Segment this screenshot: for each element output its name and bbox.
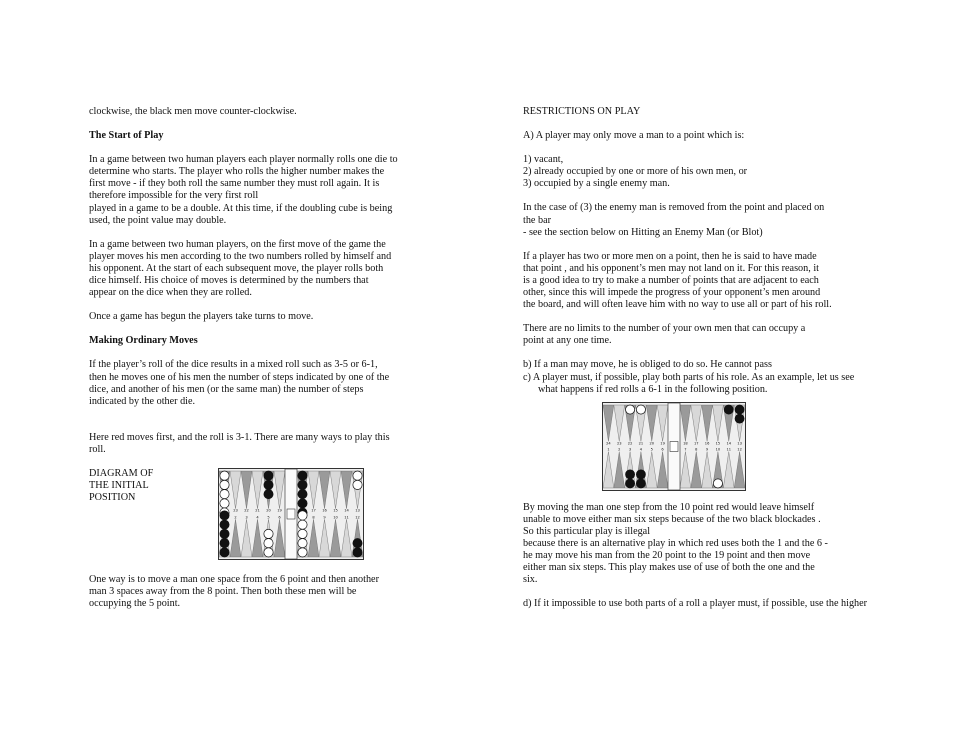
heading-restrictions: RESTRICTIONS ON PLAY (523, 106, 641, 117)
point-number-top: 17 (693, 440, 699, 445)
point-number-top: 23 (616, 440, 622, 445)
paragraph-start-rolls: In a game between two human players each player normally rolls one die to determine who starts. The player who rolls the higher number makes the first move - if they both roll the same number they must roll again. It is therefore impossible for the very first roll played in a game to be a double. At this time, if the doubling cube is being used, the point value may double. (89, 154, 398, 226)
black-checker (298, 471, 307, 480)
point-number-bottom: 5 (650, 447, 653, 452)
point-number-top: 22 (627, 440, 633, 445)
heading-ordinary-moves: Making Ordinary Moves (89, 335, 198, 347)
black-checker (626, 469, 635, 478)
point-number-top: 17 (311, 508, 316, 513)
white-checker (298, 548, 307, 557)
point-number-top: 23 (233, 508, 238, 513)
black-checker (353, 548, 362, 557)
white-checker (264, 548, 273, 557)
point-number-bottom: 10 (333, 515, 338, 520)
white-checker (353, 480, 362, 489)
point-number-bottom: 7 (684, 447, 687, 452)
point-number-bottom: 11 (726, 447, 732, 452)
left-column (89, 106, 434, 622)
example-position-figure (523, 402, 868, 494)
point-number-bottom: 9 (705, 447, 709, 452)
paragraph-rule-a: A) A player may only move a man to a point which is: (523, 130, 745, 142)
paragraph-enemy-removed: In the case of (3) the enemy man is removed from the point and placed on the bar - see the section below on Hitting an Enemy Man (or Blot) (523, 202, 825, 238)
black-checker (735, 414, 744, 423)
rule-c: c) A player must, if possible, play both parts of his role. As an example, let us see what happens if red rolls a 6-1 in the following position. (523, 371, 855, 395)
white-checker (220, 489, 229, 498)
point-number-top: 19 (277, 508, 282, 513)
white-checker (264, 529, 273, 538)
point-number-top: 18 (683, 440, 688, 445)
white-checker (298, 520, 307, 529)
point-number-bottom: 3 (628, 447, 632, 452)
board-svg (603, 403, 745, 490)
white-checker (298, 538, 307, 547)
backgammon-board-initial (218, 468, 364, 560)
black-checker (626, 479, 635, 488)
point-number-bottom: 12 (355, 515, 360, 520)
point-number-bottom: 10 (715, 447, 721, 452)
paragraph-illegal-play: By moving the man one step from the 10 point red would leave himself unable to move either man six steps because of the two black blockades . So this particular play is illegal because there is an alternative play in which red uses both the 1 and the 6 - he may move his man from the 20 point to the 19 point and then move either man six steps. This play makes use of use of both the one and the six. (523, 501, 828, 586)
white-checker (626, 405, 635, 414)
paragraph-intro: clockwise, the black men move counter-clockwise. (89, 106, 297, 117)
black-checker (353, 538, 362, 547)
paragraph-take-turns: Once a game has begun the players take turns to move. (89, 311, 314, 323)
point-number-top: 19 (660, 440, 665, 445)
black-checker (298, 480, 307, 489)
point-number-top: 15 (333, 508, 338, 513)
point-number-bottom: 3 (245, 515, 248, 520)
point-number-bottom: 5 (267, 515, 270, 520)
black-checker (264, 489, 273, 498)
diagram-caption: DIAGRAM OF THE INITIAL POSITION (89, 467, 154, 504)
board-svg (219, 469, 363, 559)
black-checker (220, 529, 229, 538)
point-number-bottom: 8 (695, 447, 698, 452)
white-checker (220, 499, 229, 508)
white-checker (353, 471, 362, 480)
point-number-bottom: 2 (234, 515, 237, 520)
point-number-top: 14 (726, 440, 732, 445)
white-checker (264, 538, 273, 547)
point-number-top: 20 (266, 508, 271, 513)
point-number-top: 15 (715, 440, 721, 445)
point-number-top: 13 (737, 440, 742, 445)
point-number-bottom: 4 (256, 515, 259, 520)
point-number-bottom: 12 (737, 447, 742, 452)
paragraph-red-moves-first: Here red moves first, and the roll is 3-1. There are many ways to play this roll. (89, 431, 390, 455)
black-checker (636, 469, 645, 478)
white-checker (713, 479, 722, 488)
point-number-top: 14 (344, 508, 349, 513)
point-number-bottom: 6 (278, 515, 281, 520)
white-checker (636, 405, 645, 414)
doubling-cube-icon (670, 441, 678, 451)
paragraph-no-limits: There are no limits to the number of your own men that can occupy a point at any one time. (523, 323, 806, 347)
doubling-cube-icon (287, 509, 295, 519)
point-number-top: 21 (255, 508, 260, 513)
point-number-top: 16 (322, 508, 327, 513)
black-checker (735, 405, 744, 414)
point-number-bottom: 2 (618, 447, 621, 452)
point-number-top: 21 (638, 440, 644, 445)
point-number-top: 22 (244, 508, 249, 513)
paragraph-made-point: If a player has two or more men on a point, then he is said to have made that point , and his opponent’s men may not land on it. For this reason, it is a good idea to try to make a number of points that are adjacent to each other, since this will impede the progress of your opponent’s men around the board, and will often leave him with no way to use all or part of his roll. (523, 250, 832, 311)
rule-d: d) If it impossible to use both parts of a roll a player must, if possible, use the higher (523, 598, 868, 610)
black-checker (298, 499, 307, 508)
black-checker (220, 548, 229, 557)
black-checker (724, 405, 733, 414)
black-checker (264, 480, 273, 489)
black-checker (220, 538, 229, 547)
white-checker (298, 511, 307, 520)
initial-position-figure (89, 468, 434, 564)
white-checker (298, 529, 307, 538)
point-number-bottom: 8 (312, 515, 315, 520)
point-number-top: 16 (704, 440, 710, 445)
point-number-bottom: 1 (607, 447, 610, 452)
point-number-bottom: 6 (661, 447, 664, 452)
point-number-bottom: 9 (323, 515, 326, 520)
backgammon-board-example (602, 402, 746, 491)
black-checker (220, 520, 229, 529)
black-checker (636, 479, 645, 488)
point-number-bottom: 4 (639, 447, 643, 452)
point-number-bottom: 11 (344, 515, 349, 520)
paragraph-first-move: In a game between two human players, on the first move of the game the player moves his men according to the two numbers rolled by himself and his opponent. At the start of each subsequent move, the player rolls both dice himself. His choice of moves is determined by the numbers that appear on the dice when they are rolled. (89, 238, 392, 299)
paragraph-one-way: One way is to move a man one space from the 6 point and then another man 3 spaces away from the 8 point. Then both these men will be occupying the 5 point. (89, 573, 379, 610)
white-checker (220, 471, 229, 480)
black-checker (220, 511, 229, 520)
black-checker (264, 471, 273, 480)
black-checker (298, 489, 307, 498)
list-point-conditions: 1) vacant, 2) already occupied by one or more of his own men, or 3) occupied by a single enemy man. (523, 154, 748, 190)
point-number-top: 13 (355, 508, 360, 513)
white-checker (220, 480, 229, 489)
rule-b: b) If a man may move, he is obliged to do so. He cannot pass (523, 359, 772, 371)
right-column (523, 106, 868, 610)
point-number-top: 24 (606, 440, 611, 445)
paragraph-mixed-roll: If the player’s roll of the dice results in a mixed roll such as 3-5 or 6-1, then he moves one of his men the number of steps indicated by one of the dice, and another of his men (or the same man) the number of steps indicated by the other die. (89, 359, 390, 407)
heading-start-of-play: The Start of Play (89, 130, 164, 142)
point-number-top: 20 (649, 440, 655, 445)
